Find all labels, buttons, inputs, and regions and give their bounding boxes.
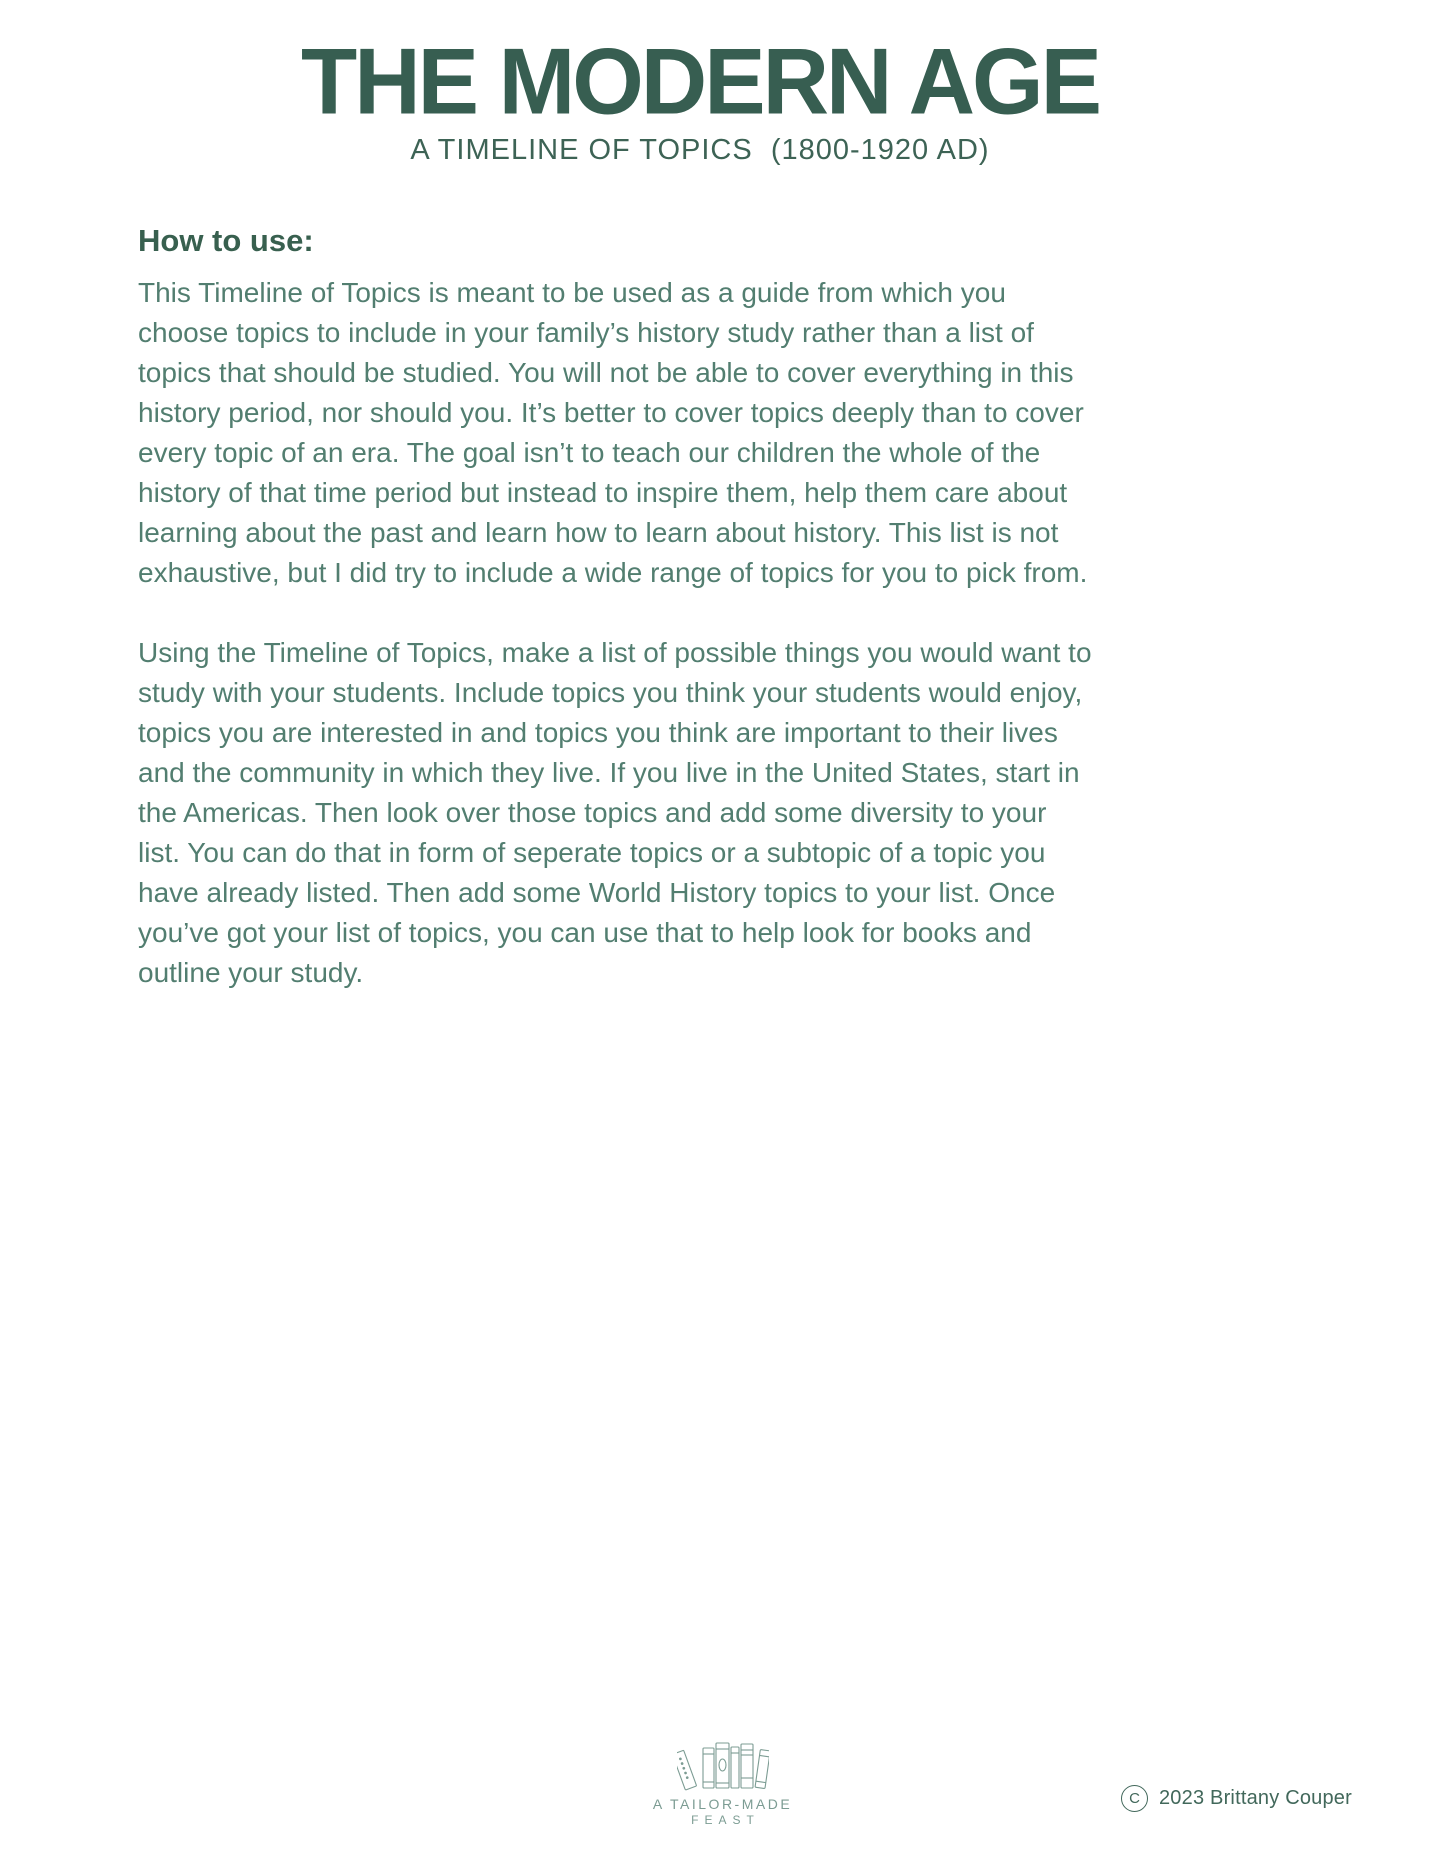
copyright-text: 2023 Brittany Couper (1158, 1787, 1352, 1809)
logo-text-line1: A TAILOR-MADE (652, 1796, 793, 1812)
instructions-paragraph: Using the Timeline of Topics, make a list of possible things you would want to study with your students. Include topics you think your students would enjoy, topics you are interested in and topics you think are important to their lives and the community in which they live. If you live in the United States, start in the Americas. Then look over those topics and add some diversity to your list. You can do that in form of seperate topics or a subtopic of a topic you have already listed. Then add some World History topics to your list. Once you’ve got your list of topics, you can use that to help look for books and outline your study. (138, 636, 1092, 988)
main-content (138, 222, 1093, 993)
how-to-use-heading: How to use: (138, 223, 314, 258)
intro-paragraph: This Timeline of Topics is meant to be used as a guide from which you choose topics to include in your family’s history study rather than a list of topics that should be studied. You will not be able to cover everything in this history period, nor should you. It’s better to cover topics deeply than to cover every topic of an era. The goal isn’t to teach our children the whole of the history of that time period but instead to inspire them, help them care about learning about the past and learn how to learn about history. This list is not exhaustive, but I did try to include a wide range of topics for you to pick from. (138, 276, 1088, 588)
page-header (0, 29, 1400, 167)
page-title: THE MODERN AGE (301, 29, 1099, 135)
page-subtitle: A TIMELINE OF TOPICS (1800-1920 AD) (410, 134, 990, 166)
copyright (1121, 1785, 1352, 1812)
logo-text-line2: FEAST (691, 1812, 760, 1827)
copyright-icon: C (1121, 1785, 1148, 1812)
